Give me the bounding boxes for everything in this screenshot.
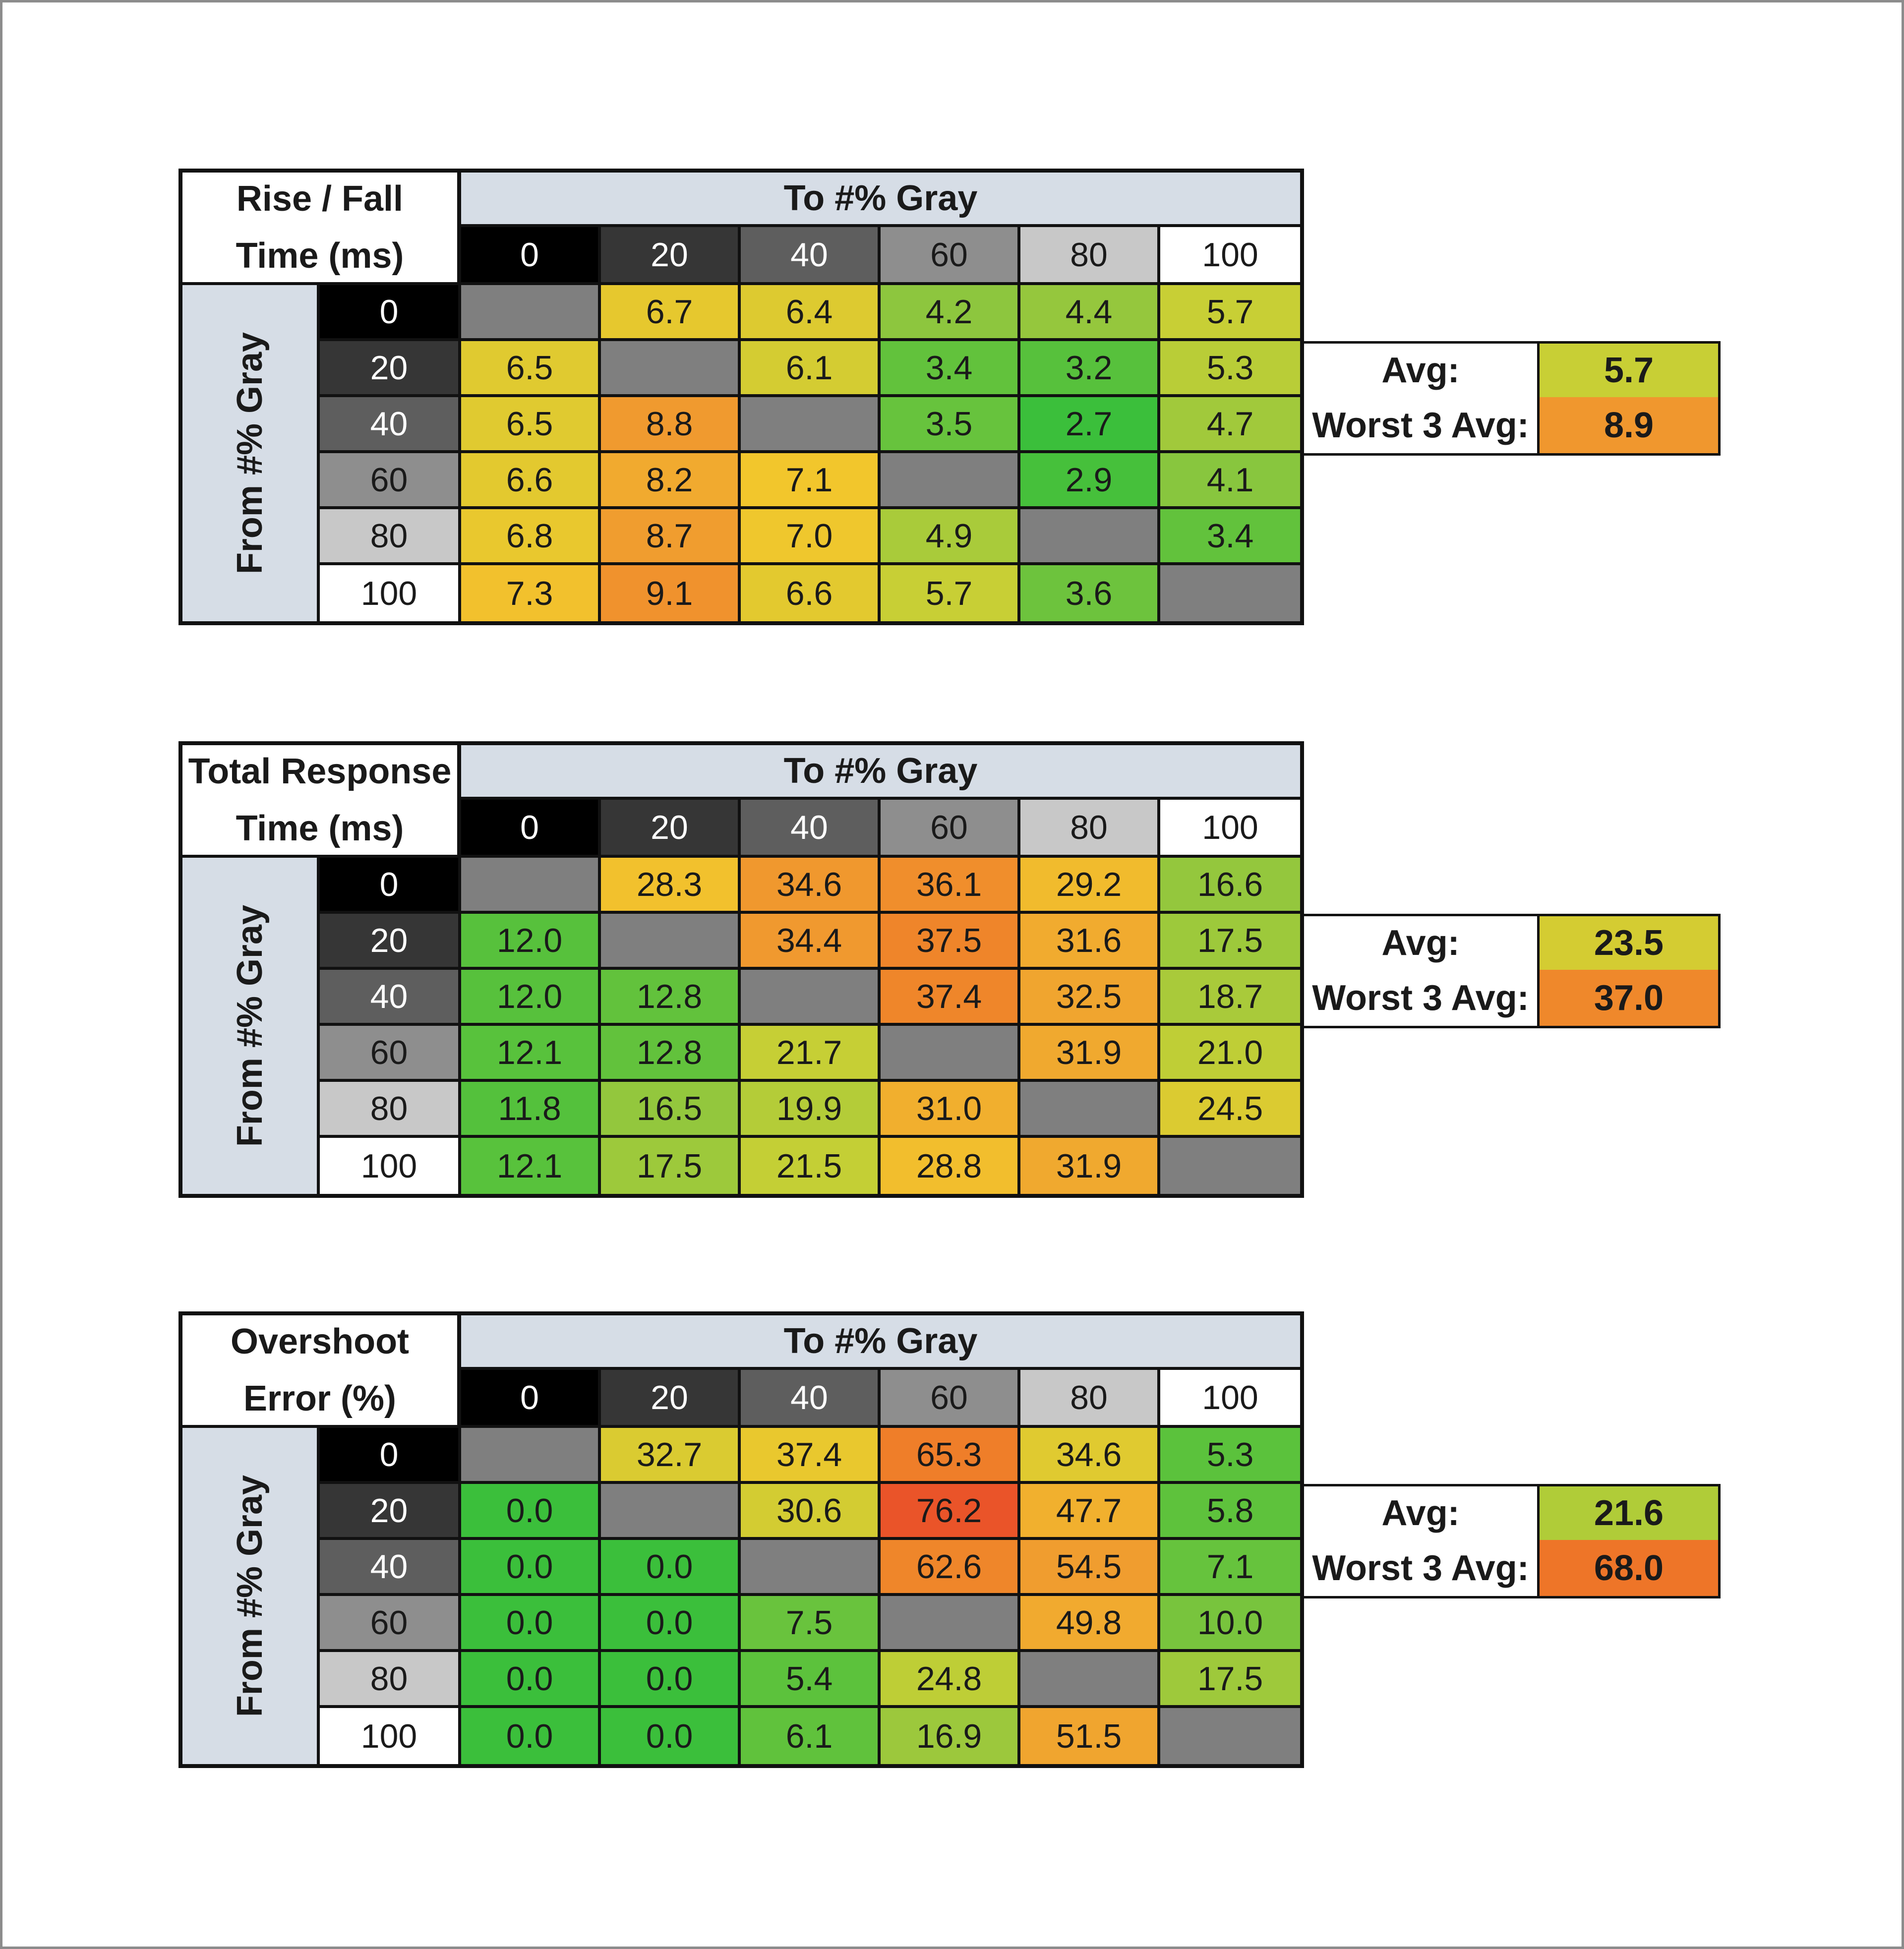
heatmap-cell: 0.0 — [601, 1596, 741, 1652]
avg-label: Avg: — [1304, 1484, 1540, 1542]
heatmap-cell: 28.8 — [881, 1138, 1020, 1198]
column-header: 100 — [1160, 800, 1304, 858]
row-header: 100 — [320, 1138, 461, 1198]
avg-value: 5.7 — [1540, 341, 1721, 400]
heatmap-cell: 37.5 — [881, 914, 1020, 970]
matrix-title-line: Total Response — [188, 751, 452, 791]
heatmap-cell: 34.6 — [741, 858, 881, 914]
diagonal-cell — [601, 914, 741, 970]
heatmap-cell: 16.9 — [881, 1708, 1020, 1768]
column-header: 0 — [461, 1370, 601, 1428]
row-header: 0 — [320, 1428, 461, 1484]
heatmap-cell: 16.6 — [1160, 858, 1304, 914]
heatmap-cell: 6.5 — [461, 397, 601, 453]
diagonal-cell — [881, 1596, 1020, 1652]
matrix-title-line: Error (%) — [243, 1378, 397, 1418]
heatmap-cell: 11.8 — [461, 1082, 601, 1138]
heatmap-cell: 3.4 — [1160, 509, 1304, 565]
heatmap-cell: 0.0 — [461, 1652, 601, 1708]
heatmap-cell: 21.7 — [741, 1026, 881, 1082]
heatmap-cell: 4.1 — [1160, 453, 1304, 509]
diagonal-cell — [461, 1428, 601, 1484]
heatmap-cell: 0.0 — [461, 1708, 601, 1768]
column-header: 100 — [1160, 1370, 1304, 1428]
heatmap-cell: 36.1 — [881, 858, 1020, 914]
heatmap-cell: 54.5 — [1020, 1540, 1160, 1596]
avg-value: 21.6 — [1540, 1484, 1721, 1542]
heatmap-cell: 2.9 — [1020, 453, 1160, 509]
row-header: 20 — [320, 1484, 461, 1540]
heatmap-cell: 32.7 — [601, 1428, 741, 1484]
from-gray-label: From #% Gray — [230, 332, 270, 575]
to-gray-header: To #% Gray — [461, 741, 1304, 800]
heatmap-cell: 6.8 — [461, 509, 601, 565]
heatmap-cell: 12.8 — [601, 970, 741, 1026]
diagonal-cell — [1020, 1652, 1160, 1708]
to-gray-header: To #% Gray — [461, 169, 1304, 227]
heatmap-cell: 12.0 — [461, 914, 601, 970]
heatmap-cell: 6.1 — [741, 341, 881, 397]
heatmap-cell: 16.5 — [601, 1082, 741, 1138]
heatmap-cell: 21.0 — [1160, 1026, 1304, 1082]
heatmap-cell: 17.5 — [1160, 1652, 1304, 1708]
column-header: 20 — [601, 1370, 741, 1428]
worst-3-avg-value: 8.9 — [1540, 397, 1721, 456]
heatmap-cell: 8.7 — [601, 509, 741, 565]
avg-label: Avg: — [1304, 914, 1540, 972]
heatmap-cell: 6.4 — [741, 285, 881, 341]
matrix-title — [178, 741, 461, 858]
matrix-title — [178, 1311, 461, 1428]
heatmap-cell: 18.7 — [1160, 970, 1304, 1026]
column-header: 60 — [881, 800, 1020, 858]
diagonal-cell — [881, 1026, 1020, 1082]
row-header: 80 — [320, 1082, 461, 1138]
column-header: 60 — [881, 227, 1020, 285]
matrix-title-line: Rise / Fall — [236, 178, 404, 219]
column-header: 20 — [601, 800, 741, 858]
row-header: 20 — [320, 341, 461, 397]
column-header: 80 — [1020, 1370, 1160, 1428]
worst-3-avg-value: 37.0 — [1540, 970, 1721, 1028]
heatmap-cell: 4.7 — [1160, 397, 1304, 453]
heatmap-cell: 0.0 — [461, 1484, 601, 1540]
row-header: 40 — [320, 1540, 461, 1596]
row-header: 80 — [320, 509, 461, 565]
column-header: 40 — [741, 800, 881, 858]
worst-3-avg-label: Worst 3 Avg: — [1304, 970, 1540, 1028]
row-header: 60 — [320, 453, 461, 509]
heatmap-cell: 2.7 — [1020, 397, 1160, 453]
heatmap-cell: 3.6 — [1020, 565, 1160, 625]
heatmap-cell: 4.2 — [881, 285, 1020, 341]
heatmap-cell: 3.2 — [1020, 341, 1160, 397]
row-header: 60 — [320, 1596, 461, 1652]
heatmap-cell: 5.4 — [741, 1652, 881, 1708]
heatmap-cell: 0.0 — [601, 1652, 741, 1708]
heatmap-cell: 6.6 — [741, 565, 881, 625]
heatmap-cell: 0.0 — [601, 1708, 741, 1768]
column-header: 80 — [1020, 800, 1160, 858]
from-gray-label: From #% Gray — [230, 1475, 270, 1717]
heatmap-cell: 6.1 — [741, 1708, 881, 1768]
heatmap-cell: 4.9 — [881, 509, 1020, 565]
heatmap-cell: 5.3 — [1160, 1428, 1304, 1484]
diagonal-cell — [1020, 1082, 1160, 1138]
heatmap-cell: 5.8 — [1160, 1484, 1304, 1540]
heatmap-cell: 24.5 — [1160, 1082, 1304, 1138]
heatmap-cell: 21.5 — [741, 1138, 881, 1198]
heatmap-cell: 65.3 — [881, 1428, 1020, 1484]
diagonal-cell — [1160, 1138, 1304, 1198]
heatmap-cell: 17.5 — [601, 1138, 741, 1198]
diagonal-cell — [1160, 1708, 1304, 1768]
matrix-title-line: Overshoot — [230, 1321, 410, 1361]
heatmap-cell: 0.0 — [461, 1596, 601, 1652]
row-header: 100 — [320, 1708, 461, 1768]
heatmap-cell: 9.1 — [601, 565, 741, 625]
row-header: 80 — [320, 1652, 461, 1708]
heatmap-cell: 12.1 — [461, 1138, 601, 1198]
heatmap-cell: 31.9 — [1020, 1138, 1160, 1198]
diagonal-cell — [741, 970, 881, 1026]
worst-3-avg-label: Worst 3 Avg: — [1304, 397, 1540, 456]
heatmap-cell: 7.1 — [1160, 1540, 1304, 1596]
row-header: 20 — [320, 914, 461, 970]
heatmap-cell: 6.5 — [461, 341, 601, 397]
column-header: 80 — [1020, 227, 1160, 285]
heatmap-cell: 37.4 — [741, 1428, 881, 1484]
worst-3-avg-value: 68.0 — [1540, 1540, 1721, 1598]
heatmap-cell: 5.7 — [1160, 285, 1304, 341]
from-gray-header — [178, 858, 320, 1198]
row-header: 0 — [320, 858, 461, 914]
heatmap-cell: 12.8 — [601, 1026, 741, 1082]
heatmap-cell: 31.6 — [1020, 914, 1160, 970]
heatmap-cell: 30.6 — [741, 1484, 881, 1540]
column-header: 100 — [1160, 227, 1304, 285]
heatmap-cell: 3.5 — [881, 397, 1020, 453]
diagonal-cell — [601, 1484, 741, 1540]
column-header: 40 — [741, 227, 881, 285]
row-header: 0 — [320, 285, 461, 341]
heatmap-cell: 6.6 — [461, 453, 601, 509]
heatmap-cell: 17.5 — [1160, 914, 1304, 970]
column-header: 40 — [741, 1370, 881, 1428]
heatmap-cell: 31.9 — [1020, 1026, 1160, 1082]
heatmap-cell: 10.0 — [1160, 1596, 1304, 1652]
heatmap-cell: 8.2 — [601, 453, 741, 509]
heatmap-cell: 31.0 — [881, 1082, 1020, 1138]
heatmap-cell: 0.0 — [461, 1540, 601, 1596]
row-header: 60 — [320, 1026, 461, 1082]
heatmap-cell: 34.4 — [741, 914, 881, 970]
row-header: 100 — [320, 565, 461, 625]
row-header: 40 — [320, 397, 461, 453]
column-header: 0 — [461, 227, 601, 285]
heatmap-cell: 0.0 — [601, 1540, 741, 1596]
matrix-title-line: Time (ms) — [236, 808, 404, 848]
heatmap-cell: 51.5 — [1020, 1708, 1160, 1768]
heatmap-cell: 34.6 — [1020, 1428, 1160, 1484]
heatmap-cell: 3.4 — [881, 341, 1020, 397]
heatmap-cell: 7.0 — [741, 509, 881, 565]
from-gray-label: From #% Gray — [230, 904, 270, 1147]
heatmap-cell: 5.3 — [1160, 341, 1304, 397]
heatmap-cell: 12.0 — [461, 970, 601, 1026]
heatmap-cell: 5.7 — [881, 565, 1020, 625]
heatmap-cell: 49.8 — [1020, 1596, 1160, 1652]
heatmap-cell: 37.4 — [881, 970, 1020, 1026]
heatmap-cell: 29.2 — [1020, 858, 1160, 914]
column-header: 20 — [601, 227, 741, 285]
avg-label: Avg: — [1304, 341, 1540, 400]
from-gray-header — [178, 1428, 320, 1768]
heatmap-cell: 12.1 — [461, 1026, 601, 1082]
column-header: 60 — [881, 1370, 1020, 1428]
row-header: 40 — [320, 970, 461, 1026]
matrix-title-line: Time (ms) — [236, 236, 404, 276]
heatmap-cell: 19.9 — [741, 1082, 881, 1138]
avg-value: 23.5 — [1540, 914, 1721, 972]
column-header: 0 — [461, 800, 601, 858]
heatmap-cell: 28.3 — [601, 858, 741, 914]
heatmap-cell: 24.8 — [881, 1652, 1020, 1708]
heatmap-cell: 76.2 — [881, 1484, 1020, 1540]
heatmap-cell: 7.1 — [741, 453, 881, 509]
heatmap-cell: 7.3 — [461, 565, 601, 625]
heatmap-cell: 8.8 — [601, 397, 741, 453]
heatmap-cell: 6.7 — [601, 285, 741, 341]
diagonal-cell — [741, 1540, 881, 1596]
worst-3-avg-label: Worst 3 Avg: — [1304, 1540, 1540, 1598]
heatmap-cell: 32.5 — [1020, 970, 1160, 1026]
diagonal-cell — [461, 858, 601, 914]
heatmap-cell: 47.7 — [1020, 1484, 1160, 1540]
to-gray-header: To #% Gray — [461, 1311, 1304, 1370]
heatmap-cell: 4.4 — [1020, 285, 1160, 341]
heatmap-cell: 7.5 — [741, 1596, 881, 1652]
heatmap-cell: 62.6 — [881, 1540, 1020, 1596]
